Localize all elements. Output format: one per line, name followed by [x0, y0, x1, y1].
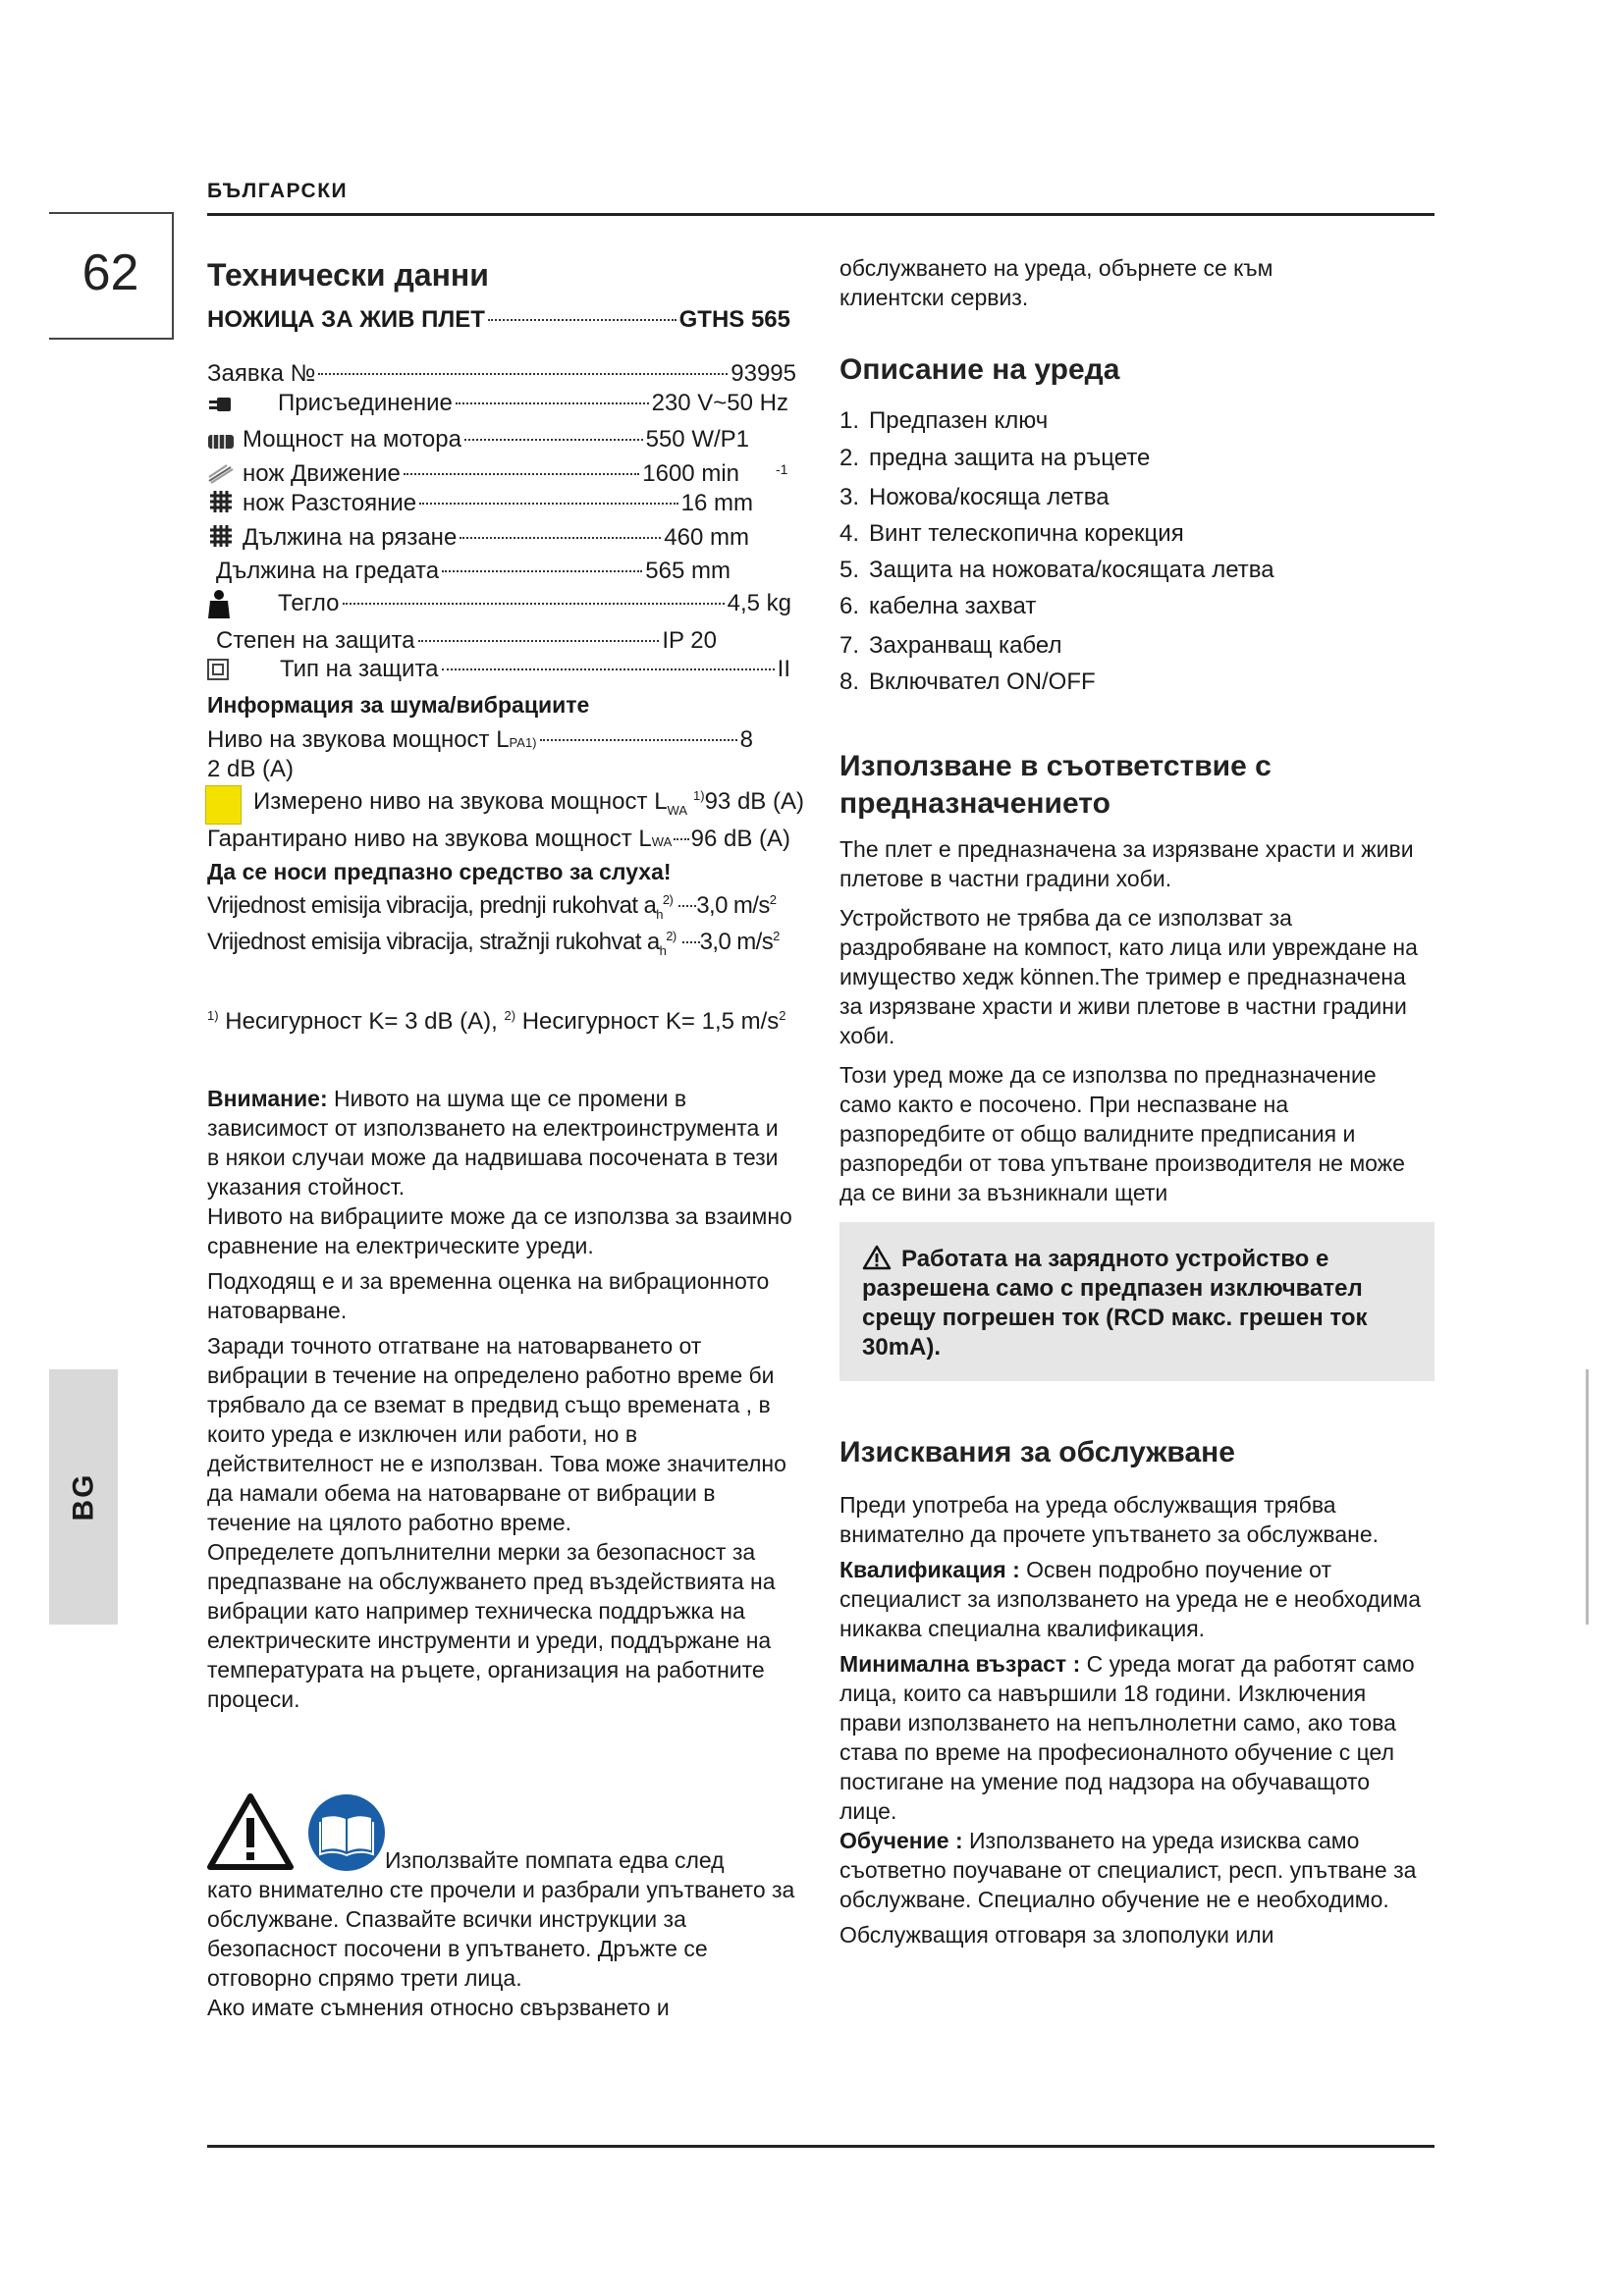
purpose-p2: Устройството не трябва да се използват за раздробяване на компост, като лица или увреждане на имущество хедж können.The тример е предназначена за изрязване храсти и живи плетове в частни градини хоби.	[839, 905, 1418, 1048]
spec-row-protection-class: Тип на защита II	[280, 656, 790, 682]
min-superscript: -1	[776, 461, 788, 477]
vibration-rear-line: Vrijednost emisija vibracija, stražnji rukohvat $a_h^{2)}$ 3,0 $m/s^2$	[207, 929, 780, 958]
tech-title: Технически данни	[207, 257, 489, 293]
desc-item: 2. предна защита на ръцете	[839, 445, 1151, 471]
spec-row-protection-degree: Степен на защита IP 20	[216, 627, 717, 654]
product-model: GTHS 565	[678, 306, 790, 333]
desc-item: 4. Винт телескопична корекция	[839, 520, 1184, 547]
blade-motion-icon	[207, 463, 235, 485]
desc-item: 7. Захранващ кабел	[839, 632, 1062, 659]
spec-row-cutting-length: Дължина на рязане 460 mm	[243, 524, 749, 551]
requirements-title: Изисквания за обслужване	[839, 1436, 1235, 1468]
product-label: НОЖИЦА ЗА ЖИВ ПЛЕТ	[207, 306, 485, 333]
language-header: БЪЛГАРСКИ	[207, 180, 349, 202]
requirements-block	[839, 1490, 1429, 1949]
uncertainty-note: $^{1)}$ Несигурност K= 3 dB (A), $^{2)}$ Несигурност K= 1,5 $m/s^2$	[207, 1008, 786, 1035]
read-manual-icon	[306, 1792, 387, 1873]
attention-p5: Определете допълнителни мерки за безопасност за предпазване на обслужването пред въздействията на вибрации като например техническа поддръжка на електрическите инструменти и уреди, поддържане на температурата на ръцете, организация на работните процеси.	[207, 1539, 776, 1712]
hearing-protection: Да се носи предпазно средство за слуха!	[207, 859, 672, 884]
desc-item: 3. Ножова/косяща летва	[839, 484, 1110, 510]
spec-row-order: Заявка № 93995	[207, 360, 796, 387]
noise-heading: Информация за шума/вибрациите	[207, 692, 590, 718]
attention-p1: Внимание: Нивото на шума ще се промени в зависимост от използването на електроинструмента и в някои случаи може да надвишава посочената в тези указания стойност.	[207, 1086, 779, 1200]
desc-item: 6. кабелна захват	[839, 593, 1037, 619]
page-number: 62	[81, 244, 139, 301]
blade-gap-icon	[207, 489, 235, 514]
right-cont-top: обслужването на уреда, обърнете се към клиентски сервиз.	[839, 255, 1273, 310]
noise-measured-line: Измерено ниво на звукова мощност $L_{WA}^{1)}93$ dB (A)	[253, 788, 804, 818]
req-qualification: Квалификация : Освен подробно поучение от специалист за използването на уреда не е необходима никаква специална квалификация.	[839, 1557, 1421, 1641]
noise-power-line: Ниво на звукова мощност L PA 1) 8	[207, 726, 753, 753]
purpose-block	[839, 834, 1429, 1207]
purpose-p1: The плет е предназначена за изрязване храсти и живи плетове в частни градини хоби.	[839, 836, 1414, 891]
req-p1: Преди употреба на уреда обслужващия трябва внимателно да прочете упътването за обслужване.	[839, 1492, 1380, 1547]
motor-icon	[207, 433, 235, 451]
req-training: Обучение : Използването на уреда изисква само съответно поучаване от специалист, респ. упътване за обслужване. Специално обучение не е необходимо.	[839, 1828, 1417, 1912]
purpose-title: Използване в съответствие с предназначението	[839, 750, 1272, 820]
footer-rule	[207, 2145, 1435, 2148]
spec-row-blade-speed: нож Движение 1600 min	[243, 460, 739, 487]
edge-mark	[1586, 1369, 1589, 1625]
desc-item: 1. Предпазен ключ	[839, 407, 1049, 434]
attention-p4: Заради точното отгатване на натоварването от вибрации в течение на определено работно време би трябвало да се вземат в предвид също времената , в които уреда е изключен или работи, но в действителност не е използван. Това може значително да намали обема на натоварване от вибрации в течение на цялото работно време.	[207, 1333, 786, 1535]
header-rule	[207, 213, 1435, 216]
spec-row-weight: Тегло 4,5 kg	[278, 590, 791, 616]
sound-level-label-icon	[205, 785, 242, 825]
double-insulation-icon	[207, 659, 229, 680]
req-last: Обслужващия отговаря за злополуки или	[839, 1922, 1274, 1948]
cutting-length-icon	[207, 523, 235, 549]
attention-block	[207, 1084, 796, 1714]
plug-icon	[207, 395, 235, 414]
attention-p3: Подходящ е и за временна оценка на вибрационното натоварване.	[207, 1268, 770, 1323]
spec-row-motor-power: Мощност на мотора 550 W/P1	[243, 426, 749, 453]
attention-p2: Нивото на вибрациите може да се използва за взаимно сравнение на електрическите уреди.	[207, 1203, 792, 1258]
noise-guaranteed-line: Гарантирано ниво на звукова мощност L WA 96 dB (A)	[207, 826, 790, 852]
spec-row-blade-gap: нож Разстояние 16 mm	[243, 490, 753, 516]
req-min-age: Минимална възраст : С уреда могат да работят само лица, които са навършили 18 години. Изключения прави използването на непълнолетни само, ако това става по време на професионалното обучение с цел постигане на умение под надзора на обучаващото лице.	[839, 1651, 1415, 1824]
desc-item: 5. Защита на ножовата/косящата летва	[839, 557, 1274, 583]
product-model-line	[207, 306, 790, 340]
spec-row-connection: Присъединение 230 V~50 Hz	[278, 390, 788, 416]
desc-title: Описание на уреда	[839, 353, 1120, 386]
language-side-tab-label: BG	[67, 1472, 99, 1522]
rcd-warning-text: Работата на зарядното устройство е разрешена само с предпазен изключвател срещу погрешен ток (RCD макс. грешен ток 30mA).	[862, 1246, 1368, 1361]
purpose-p3: Този уред може да се използва по предназначение само както е посочено. При неспазване на разпоредбите от общо валидните предписания и разпоредби от това упътване производителя не може да се вини за възникнали щети	[839, 1062, 1405, 1205]
weight-icon	[207, 589, 231, 620]
warning-triangle-icon	[206, 1792, 295, 1871]
usage-note-first-line: Използвайте помпата едва след	[385, 1847, 725, 1873]
vibration-front-line: Vrijednost emisija vibracija, prednji rukohvat $a_h^{2)}$ 3,0 $m/s^2$	[207, 892, 777, 922]
noise-power-value: 2 dB (A)	[207, 756, 295, 782]
spec-row-bar-length: Дължина на гредата 565 mm	[216, 558, 731, 584]
usage-note-body: като внимателно сте прочели и разбрали упътването за обслужване. Спазвайте всички инструкции за безопасност посочени в упътването. Дръжте се отговорно спрямо трети лица. Ако имате съмнения относно свързването и	[207, 1877, 795, 2020]
desc-item: 8. Включвател ON/OFF	[839, 668, 1096, 695]
